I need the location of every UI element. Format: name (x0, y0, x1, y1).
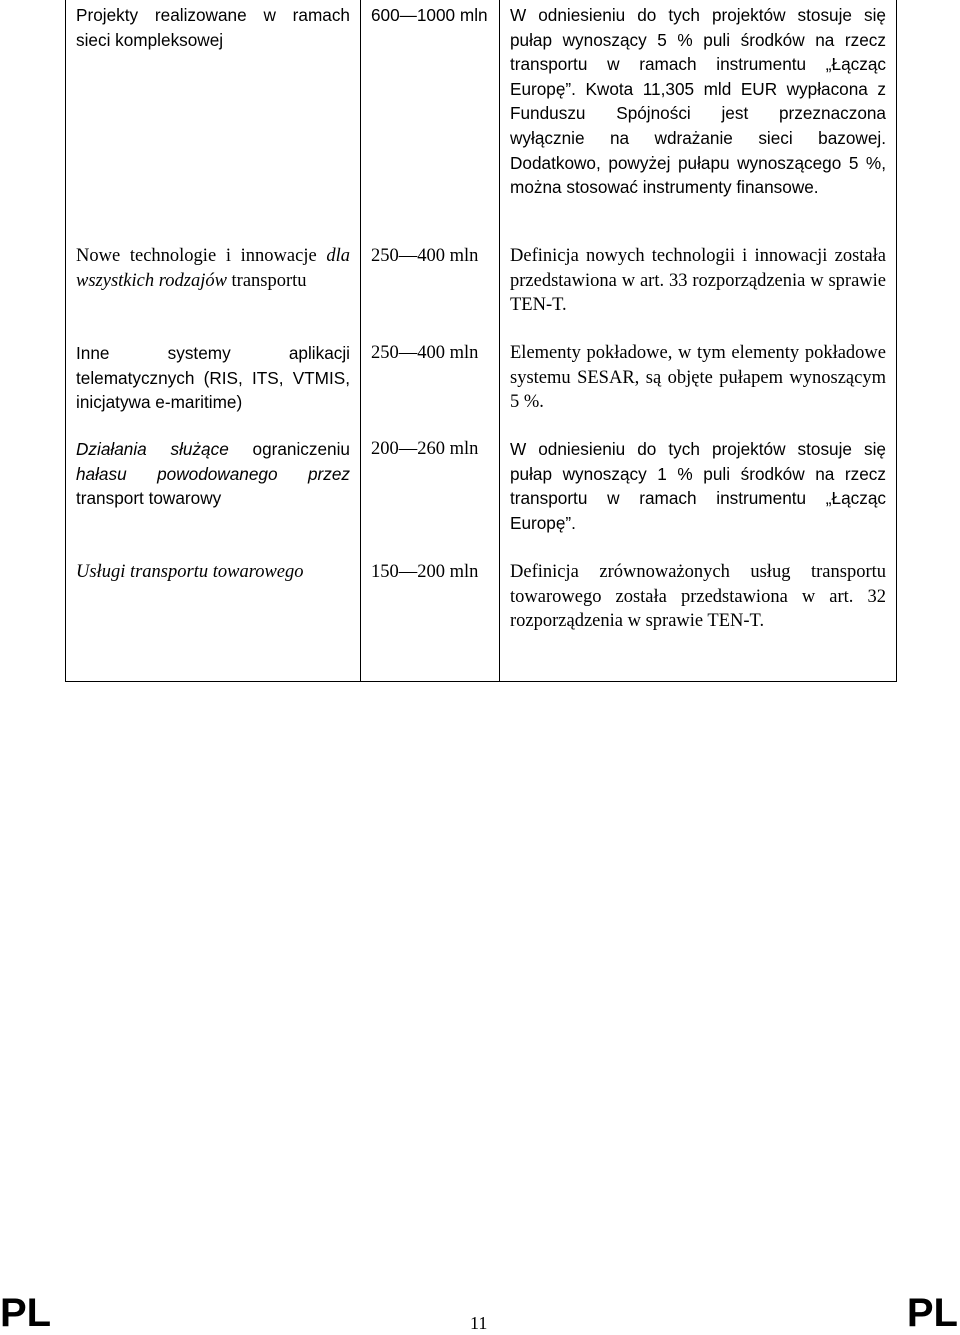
comment-cell (500, 0, 897, 240)
amount-text: 200—260 mln (371, 439, 479, 459)
category-cell (66, 556, 361, 682)
table-row (66, 0, 897, 240)
category-text: Projekty realizowane w ramach sieci kompleksowej (76, 5, 350, 50)
amount-cell (361, 337, 500, 433)
comment-text: Definicja zrównoważonych usług transportu towarowego została przedstawiona w art. 32 rozporządzenia w sprawie TEN-T. (510, 562, 886, 632)
comment-text: Definicja nowych technologii i innowacji została przedstawiona w art. 33 rozporządzenia w sprawie TEN-T. (510, 246, 886, 316)
comment-cell (500, 240, 897, 337)
comment-text: W odniesieniu do tych projektów stosuje się pułap wynoszący 5 % puli środków na rzecz transportu w ramach instrumentu „Łącząc Europę”. Kwota 11,305 mld EUR wypłacona z Funduszu Spójności jest przeznaczona wyłącznie na wdrażanie sieci bazowej. Dodatkowo, powyżej pułapu wynoszącego 5 %, można stosować instrumenty finansowe. (510, 5, 886, 198)
page-number: 11 (470, 1313, 488, 1333)
table-row (66, 337, 897, 433)
amount-text: 600—1000 mln (371, 5, 488, 25)
category-cell (66, 433, 361, 556)
language-mark-right: PL (906, 1291, 958, 1335)
table-row (66, 433, 897, 556)
amount-cell (361, 240, 500, 337)
comment-cell (500, 337, 897, 433)
comment-text: Elementy pokładowe, w tym elementy pokładowe systemu SESAR, są objęte pułapem wynoszącym 5 %. (510, 343, 886, 413)
table-row (66, 240, 897, 337)
comment-cell (500, 556, 897, 682)
comment-cell (500, 433, 897, 556)
category-text: Inne systemy aplikacji telematycznych (RIS, ITS, VTMIS, inicjatywa e-maritime) (76, 343, 350, 413)
comment-text: W odniesieniu do tych projektów stosuje się pułap wynoszący 1 % puli środków na rzecz transportu w ramach instrumentu „Łącząc Europę”. (510, 439, 886, 533)
amount-cell (361, 556, 500, 682)
amount-text: 150—200 mln (371, 562, 479, 582)
amount-text: 250—400 mln (371, 246, 479, 266)
amount-cell (361, 433, 500, 556)
category-cell (66, 0, 361, 240)
table-row (66, 556, 897, 682)
category-text: Usługi transportu towarowego (76, 562, 304, 582)
category-cell (66, 240, 361, 337)
funding-table (65, 0, 897, 682)
language-mark-left: PL (0, 1291, 52, 1335)
amount-cell (361, 0, 500, 240)
amount-text: 250—400 mln (371, 343, 479, 363)
category-text: Nowe technologie i innowacje dla wszystkich rodzajów transportu (76, 246, 350, 291)
category-text: Działania służące ograniczeniu hałasu powodowanego przez transport towarowy (76, 439, 350, 509)
category-cell (66, 337, 361, 433)
